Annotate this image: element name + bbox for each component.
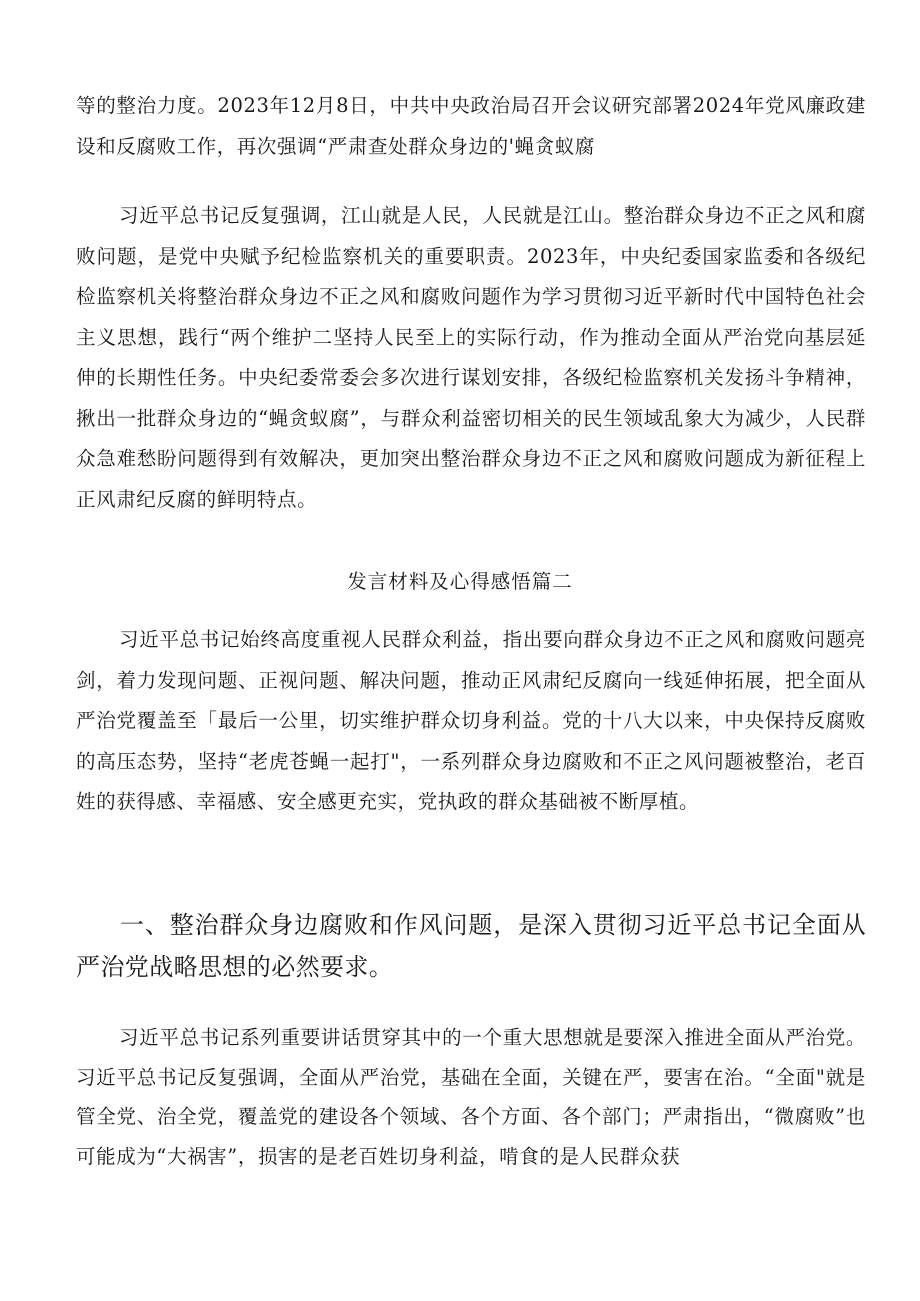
paragraph-body: 习近平总书记系列重要讲话贯穿其中的一个重大思想就是要深入推进全面从严治党。习近平总书记反复强调，全面从严治党，基础在全面，关键在严，要害在治。“全面"就是管全党、治全党，覆盖党的建设各个领域、各个方面、各个部门；严肃指出，“微腐败”也可能成为“大祸害”，损害的是老百姓切身利益，啃食的是人民群众获 bbox=[76, 1026, 866, 1168]
section-heading: 发言材料及心得感悟篇二 bbox=[347, 570, 573, 593]
paragraph-body: 习近平总书记始终高度重视人民群众利益，指出要向群众身边不正之风和腐败问题亮剑，着力发现问题、正视问题、解决问题，推动正风肃纪反腐向一线延伸拓展，把全面从严治党覆盖至「最后一公里，切实维护群众切身利益。党的十八大以来，中央保持反腐败的高压态势，坚持“老虎苍蝇一起打"，一系列群众身边腐败和不正之风问题被整治，老百姓的获得感、幸福感、安全感更充实，党执政的群众基础被不断厚植。 bbox=[76, 628, 866, 813]
paragraph-continuation: 等的整治力度。2023年12月8日，中共中央政治局召开会议研究部署2024年党风廉政建设和反腐败工作，再次强调“严肃查处群众身边的'蝇贪蚁腐 bbox=[76, 94, 866, 158]
paragraph-body: 习近平总书记反复强调，江山就是人民，人民就是江山。整治群众身边不正之风和腐败问题，是党中央赋予纪检监察机关的重要职责。2023年，中央纪委国家监委和各级纪检监察机关将整治群众身边不正之风和腐败问题作为学习贯彻习近平新时代中国特色社会主义思想，践行“两个维护二坚持人民至上的实际行动，作为推动全面从严治党向基层延伸的长期性任务。中央纪委常委会多次进行谋划安排，各级纪检监察机关发扬斗争精神，揪出一批群众身边的“蝇贪蚁腐”，与群众利益密切相关的民生领域乱象大为减少，人民群众急难愁盼问题得到有效解决，更加突出整治群众身边不正之风和腐败问题成为新征程上正风肃纪反腐的鲜明特点。 bbox=[76, 204, 866, 511]
section-title: 一、整治群众身边腐败和作风问题，是深入贯彻习近平总书记全面从严治党战略思想的必然要求。 bbox=[76, 911, 866, 981]
